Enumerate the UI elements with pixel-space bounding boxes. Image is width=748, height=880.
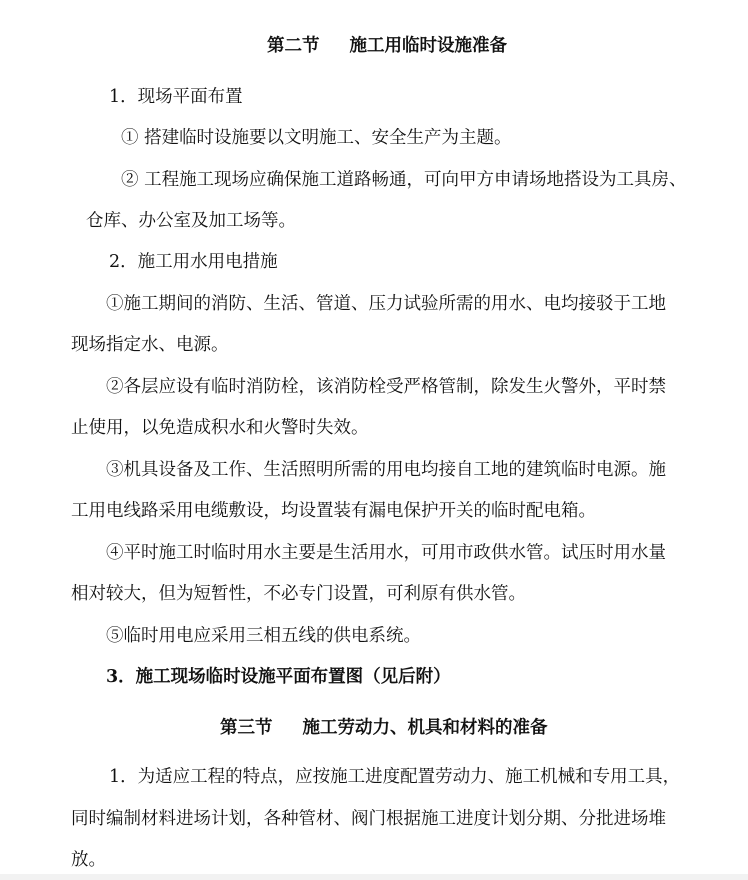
paragraph-line: ①施工期间的消防、生活、管道、压力试验所需的用水、电均接驳于工地	[106, 294, 666, 314]
section-heading-2	[267, 34, 507, 58]
subheading-layout-plan: 3．施工现场临时设施平面布置图（见后附）	[106, 667, 451, 687]
section-title: 施工用临时设施准备	[349, 36, 507, 56]
paragraph-line: ⑤临时用电应采用三相五线的供电系统。	[106, 626, 421, 646]
paragraph-line: 同时编制材料进场计划，各种管材、阀门根据施工进度计划分期、分批进场堆	[71, 809, 666, 829]
subheading-site-layout: 1．现场平面布置	[109, 87, 243, 107]
section-number: 第二节	[267, 36, 320, 56]
paragraph-line: ②各层应设有临时消防栓，该消防栓受严格管制，除发生火警外，平时禁	[106, 377, 666, 397]
paragraph-line: ② 工程施工现场应确保施工道路畅通，可向甲方申请场地搭设为工具房、	[121, 170, 687, 190]
page-bottom-edge	[0, 874, 748, 880]
paragraph-line: 相对较大，但为短暂性，不必专门设置，可利原有供水管。	[71, 584, 526, 604]
paragraph-line: 现场指定水、电源。	[71, 335, 229, 355]
paragraph-line: 工用电线路采用电缆敷设，均设置装有漏电保护开关的临时配电箱。	[71, 501, 596, 521]
subheading-water-electric: 2．施工用水用电措施	[109, 252, 278, 272]
section-heading-3	[220, 716, 548, 740]
paragraph-line: ④平时施工时临时用水主要是生活用水，可用市政供水管。试压时用水量	[106, 543, 666, 563]
paragraph-line: 放。	[71, 850, 106, 870]
section-title: 施工劳动力、机具和材料的准备	[302, 718, 548, 738]
paragraph-line: 止使用，以免造成积水和火警时失效。	[71, 418, 369, 438]
paragraph-line: 仓库、办公室及加工场等。	[86, 211, 296, 231]
section-number: 第三节	[220, 718, 273, 738]
paragraph-line: ① 搭建临时设施要以文明施工、安全生产为主题。	[121, 128, 512, 148]
paragraph-line: ③机具设备及工作、生活照明所需的用电均接自工地的建筑临时电源。施	[106, 460, 666, 480]
paragraph-line: 1．为适应工程的特点，应按施工进度配置劳动力、施工机械和专用工具，	[109, 767, 681, 787]
